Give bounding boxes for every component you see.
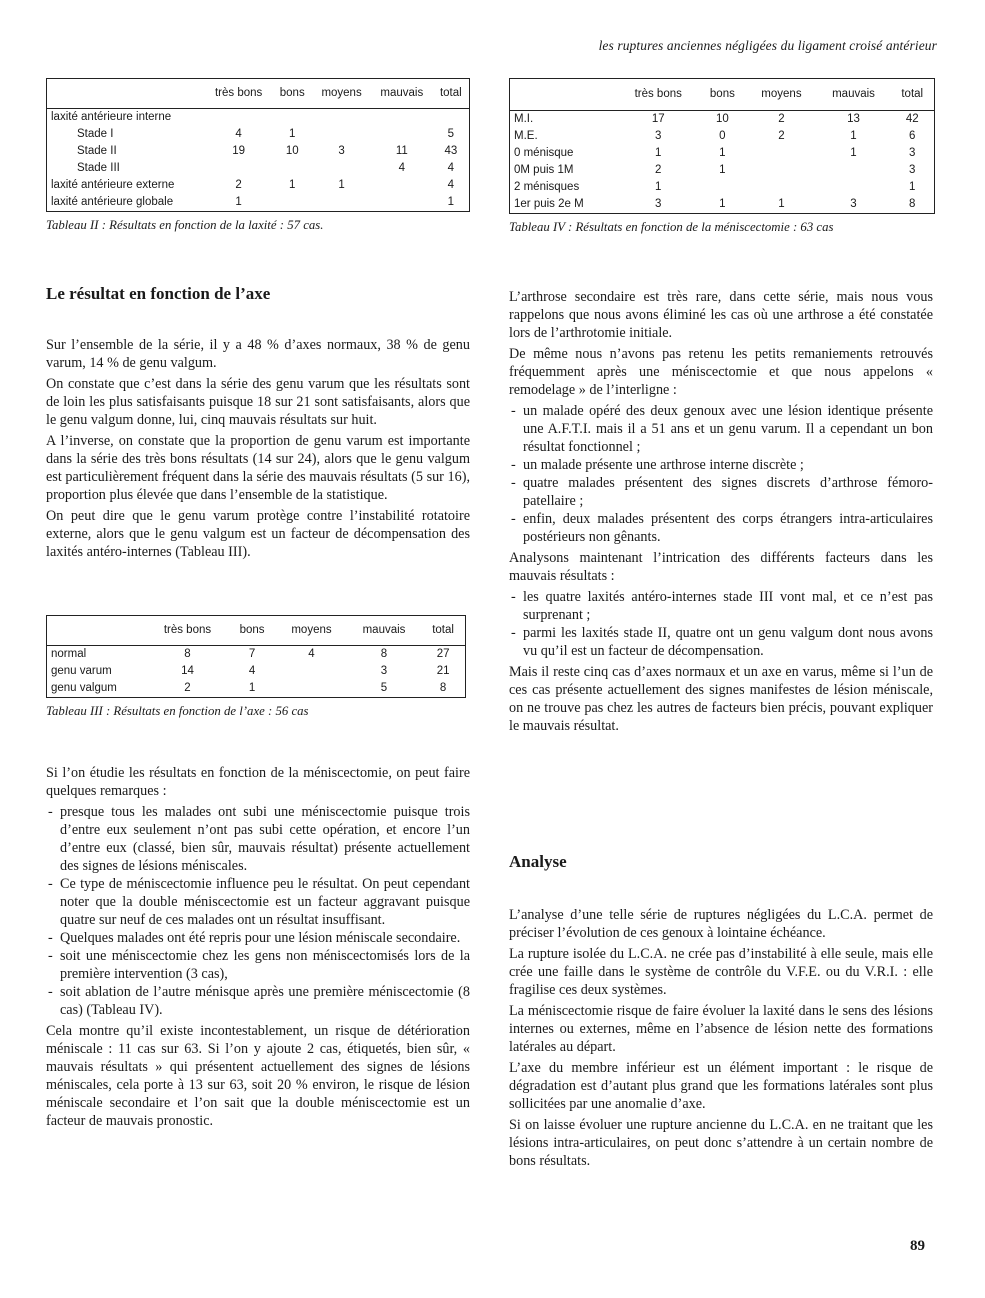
table-cell: 1 bbox=[719, 164, 726, 176]
paragraph: A l’inverse, on constate que la proportion de genu varum est importante dans la série des très bons résultats (14 sur 24), alors que le genu valgum est particulièrement fréquent dans la série des mauvais résultats (5 sur 16), proportion plus élevée que dans l’ensemble de la statistique. bbox=[46, 433, 470, 503]
table-cell bbox=[272, 109, 312, 127]
table-cell: 0 bbox=[719, 130, 726, 142]
table-iv bbox=[509, 78, 935, 214]
list-item: - un malade opéré des deux genoux avec une lésion identique présente une A.F.T.I. mais il a 51 ans et un genu varum. Il a cependant un bon résultat fonctionnel ; bbox=[509, 402, 933, 456]
col-header: moyens bbox=[291, 624, 332, 636]
table-cell: 2 bbox=[778, 113, 785, 125]
row-label: laxité antérieure externe bbox=[51, 179, 175, 191]
table-cell: 8 bbox=[380, 648, 388, 660]
row-label: 1er puis 2e M bbox=[514, 198, 584, 210]
col-header: total bbox=[432, 624, 454, 636]
list-item: - Quelques malades ont été repris pour une lésion méniscale secondaire. bbox=[46, 929, 470, 947]
col-header: bons bbox=[709, 88, 735, 100]
table-row bbox=[47, 646, 466, 664]
table-cell: 2 bbox=[184, 682, 191, 694]
table-cell: 2 bbox=[235, 179, 242, 191]
table-row bbox=[47, 143, 470, 160]
table-cell: 4 bbox=[248, 665, 256, 677]
row-label: laxité antérieure globale bbox=[51, 196, 174, 208]
row-label: genu valgum bbox=[51, 682, 117, 694]
table-cell: 3 bbox=[909, 164, 916, 176]
col-header: mauvais bbox=[832, 88, 875, 100]
table-row bbox=[47, 126, 470, 143]
table-cell bbox=[205, 160, 272, 177]
table-cell: 8 bbox=[909, 198, 916, 210]
paragraph: On peut dire que le genu varum protège contre l’instabilité rotatoire externe, alors que le genu valgum est un facteur de décompensation des laxités antéro-internes (Tableau III). bbox=[46, 508, 470, 560]
section-heading-analyse: Analyse bbox=[509, 852, 567, 871]
table-cell: 3 bbox=[655, 130, 662, 142]
table-cell bbox=[817, 179, 891, 196]
table-cell: 2 bbox=[655, 164, 662, 176]
list-item: - un malade présente une arthrose interne discrète ; bbox=[509, 456, 933, 474]
table-cell: 3 bbox=[338, 145, 345, 157]
section-heading-axe: Le résultat en fonction de l’axe bbox=[46, 284, 271, 303]
table-cell: 1 bbox=[235, 196, 242, 208]
table-cell: 42 bbox=[905, 113, 919, 125]
row-label: Stade III bbox=[77, 162, 120, 174]
table-cell bbox=[746, 179, 816, 196]
right-body bbox=[509, 288, 933, 738]
col-header: moyens bbox=[321, 87, 362, 99]
table-cell: 1 bbox=[850, 130, 857, 142]
table-iv-caption: Tableau IV : Résultats en fonction de la méniscectomie : 63 cas bbox=[509, 220, 834, 234]
table-cell: 4 bbox=[235, 128, 242, 140]
table-cell: 3 bbox=[909, 147, 916, 159]
table-cell: 21 bbox=[436, 665, 450, 677]
table-row bbox=[47, 177, 470, 194]
col-header: moyens bbox=[761, 88, 802, 100]
row-label: genu varum bbox=[51, 665, 112, 677]
table-cell: 8 bbox=[184, 648, 191, 660]
list-item: - soit ablation de l’autre ménisque après une première méniscectomie (8 cas) (Tableau IV). bbox=[46, 983, 470, 1019]
paragraph: Cela montre qu’il existe incontestablement, un risque de détérioration méniscale : 11 cas sur 63. Si l’on y ajoute 2 cas, étiquetés, bien sûr, « mauvais résultats » qui présentent actuellement des signes de lésions méniscales, cela porte à 13 sur 63, soit 20 % environ, le risque de lésion méniscale secondaire et l’on sait que la double méniscectomie est un facteur de mauvais pronostic. bbox=[46, 1023, 470, 1129]
table-iii-caption: Tableau III : Résultats en fonction de l’axe : 56 cas bbox=[46, 704, 309, 718]
table-cell: 2 bbox=[778, 130, 785, 142]
table-cell bbox=[371, 177, 433, 194]
table-row bbox=[47, 109, 470, 127]
table-cell: 1 bbox=[719, 198, 726, 210]
list-item: - parmi les laxités stade II, quatre ont un genu valgum dont nous avons vu qu’il est un facteur de décompensation. bbox=[509, 624, 933, 660]
table-cell: 43 bbox=[444, 145, 458, 157]
table-cell: 19 bbox=[232, 145, 245, 157]
table-cell: 4 bbox=[447, 162, 455, 174]
col-header: très bons bbox=[163, 624, 212, 636]
table-cell: 6 bbox=[909, 130, 916, 142]
row-label: Stade II bbox=[77, 145, 117, 157]
page-number: 89 bbox=[910, 1238, 925, 1254]
table-cell bbox=[746, 162, 816, 179]
table-cell: 1 bbox=[447, 196, 455, 208]
paragraph: Analysons maintenant l’intrication des différents facteurs dans les mauvais résultats : bbox=[509, 550, 933, 584]
table-cell bbox=[276, 663, 347, 680]
col-header: très bons bbox=[634, 88, 682, 100]
list-item: - Ce type de méniscectomie influence peu le résultat. On peut cependant noter que la double méniscectomie est un facteur aggravant puisque quatre sur neuf de ces malades ont un résultat insuffisant. bbox=[46, 875, 470, 929]
row-label: 0 ménisque bbox=[514, 147, 574, 159]
table-cell: 10 bbox=[715, 113, 729, 125]
col-header: très bons bbox=[214, 87, 263, 99]
table-cell bbox=[272, 194, 312, 212]
table-cell: 7 bbox=[248, 648, 256, 660]
running-head: les ruptures anciennes négligées du ligament croisé antérieur bbox=[598, 38, 937, 53]
table-ii-caption: Tableau II : Résultats en fonction de la laxité : 57 cas. bbox=[46, 218, 324, 232]
table-iii bbox=[46, 615, 466, 698]
table-cell: 1 bbox=[850, 147, 857, 159]
table-cell bbox=[312, 160, 371, 177]
table-cell bbox=[272, 160, 312, 177]
row-label: 2 ménisques bbox=[514, 181, 580, 193]
col-header: total bbox=[901, 88, 924, 100]
col-header: mauvais bbox=[362, 624, 406, 636]
right-column bbox=[509, 78, 933, 235]
analyse-body bbox=[509, 906, 933, 1173]
bullet-list bbox=[46, 803, 470, 1019]
table-ii bbox=[46, 78, 470, 212]
table-row bbox=[47, 663, 466, 680]
row-label: Stade I bbox=[77, 128, 114, 140]
table-cell: 27 bbox=[436, 648, 450, 660]
table-row bbox=[47, 194, 470, 212]
menisco-body bbox=[46, 764, 470, 1133]
table-cell: 5 bbox=[447, 128, 455, 140]
paragraph: Sur l’ensemble de la série, il y a 48 % d’axes normaux, 38 % de genu varum, 14 % de genu valgum. bbox=[46, 337, 470, 371]
list-item: - quatre malades présentent des signes discrets d’arthrose fémoro-patellaire ; bbox=[509, 474, 933, 510]
table-cell bbox=[312, 109, 371, 127]
paragraph: Mais il reste cinq cas d’axes normaux et un axe en varus, même si l’un de ces cas présente actuellement des signes manifestes de lésion méniscale, on ne trouve pas chez les autres de facteurs bien précis, pouvant expliquer le mauvais résultat. bbox=[509, 664, 933, 734]
table-cell bbox=[276, 680, 347, 698]
col-header: mauvais bbox=[380, 87, 424, 99]
row-label: M.I. bbox=[514, 113, 534, 125]
paragraph: L’analyse d’une telle série de ruptures négligées du L.C.A. permet de préciser l’évolution de ces genoux à lointaine échéance. bbox=[509, 907, 933, 941]
table-cell bbox=[817, 162, 891, 179]
table-cell: 3 bbox=[655, 198, 662, 210]
table-row bbox=[510, 196, 935, 214]
list-item: - enfin, deux malades présentent des corps étrangers intra-articulaires postérieurs non gênants. bbox=[509, 510, 933, 546]
table-cell: 1 bbox=[655, 147, 662, 159]
paragraph: Si on laisse évoluer une rupture ancienne du L.C.A. en ne traitant que les lésions intra-articulaires, on peut donc s’attendre à un certain nombre de bons résultats. bbox=[509, 1117, 933, 1169]
table-cell: 3 bbox=[380, 665, 388, 677]
table-cell: 1 bbox=[778, 198, 785, 210]
table-cell: 8 bbox=[439, 682, 447, 694]
table-cell: 17 bbox=[651, 113, 665, 125]
table-cell: 5 bbox=[380, 682, 388, 694]
bullet-list bbox=[509, 588, 933, 660]
table-cell bbox=[312, 126, 371, 143]
table-header-row bbox=[47, 79, 470, 109]
table-cell bbox=[371, 126, 433, 143]
table-cell: 1 bbox=[289, 128, 296, 140]
table-cell: 1 bbox=[909, 181, 916, 193]
row-label: M.E. bbox=[514, 130, 538, 142]
col-header: bons bbox=[279, 87, 305, 99]
table-cell bbox=[371, 194, 433, 212]
col-header: total bbox=[439, 87, 462, 99]
bullet-list bbox=[509, 402, 933, 546]
table-row bbox=[510, 162, 935, 179]
left-column bbox=[46, 78, 470, 233]
table-cell: 10 bbox=[285, 145, 299, 157]
table-cell: 14 bbox=[181, 665, 194, 677]
row-label: 0M puis 1M bbox=[514, 164, 574, 176]
table-cell bbox=[205, 109, 272, 127]
table-row bbox=[510, 111, 935, 129]
table-cell bbox=[371, 109, 433, 127]
table-cell: 11 bbox=[395, 145, 408, 157]
row-label: laxité antérieure interne bbox=[51, 111, 172, 123]
table-cell: 4 bbox=[308, 648, 315, 660]
table-cell: 4 bbox=[447, 179, 455, 191]
table-cell: 1 bbox=[289, 179, 296, 191]
table-row bbox=[510, 145, 935, 162]
table-cell bbox=[746, 145, 816, 162]
paragraph: L’axe du membre inférieur est un élément important : le risque de dégradation est d’autant plus grand que les formations latérales sont plus sollicitées par une anomalie d’axe. bbox=[509, 1060, 933, 1112]
table-cell: 1 bbox=[248, 682, 256, 694]
table-cell bbox=[698, 179, 746, 196]
table-cell: 1 bbox=[719, 147, 726, 159]
paragraph: On constate que c’est dans la série des genu varum que les résultats sont de loin les plus satisfaisants puisque 18 sur 21 sont satisfaisants, alors que le genu valgum donne, lui, cinq mauvais résultats sur huit. bbox=[46, 376, 470, 428]
paragraph: La méniscectomie risque de faire évoluer la laxité dans le sens des lésions internes ou externes, même en l’absence de lésion nette des formations latérales au départ. bbox=[509, 1003, 933, 1055]
col-header: bons bbox=[239, 624, 265, 636]
paragraph: L’arthrose secondaire est très rare, dans cette série, mais nous vous rappelons que nous avons éliminé les cas où une arthrose a été constatée lors de l’arthrotomie initiale. bbox=[509, 289, 933, 341]
table-row bbox=[47, 160, 470, 177]
table-row bbox=[510, 179, 935, 196]
list-item: - les quatre laxités antéro-internes stade III vont mal, et ce n’est pas surprenant ; bbox=[509, 588, 933, 624]
list-item: - presque tous les malades ont subi une méniscectomie puisque trois d’entre eux seulement n’ont pas subi cette opération, et encore l’un d’entre eux (classé, bien sûr, mauvais résultat) présente actuellement des signes de lésions méniscales. bbox=[46, 803, 470, 875]
table-cell bbox=[312, 194, 371, 212]
section-axe-body bbox=[46, 336, 470, 564]
paragraph: De même nous n’avons pas retenu les petits remaniements retrouvés fréquemment après une méniscectomie et que nous appelons « remodelage » de l’interligne : bbox=[509, 346, 933, 398]
table-row bbox=[510, 128, 935, 145]
row-label: normal bbox=[51, 648, 87, 660]
table-iii-block bbox=[46, 615, 470, 719]
table-cell: 1 bbox=[655, 181, 662, 193]
table-row bbox=[47, 680, 466, 698]
table-cell bbox=[433, 109, 470, 127]
table-cell: 1 bbox=[338, 179, 345, 191]
table-cell: 4 bbox=[398, 162, 405, 174]
list-item: - soit une méniscectomie chez les gens non méniscectomisés lors de la première intervention (3 cas), bbox=[46, 947, 470, 983]
table-cell: 13 bbox=[847, 113, 860, 125]
table-cell: 3 bbox=[850, 198, 857, 210]
paragraph: Si l’on étudie les résultats en fonction de la méniscectomie, on peut faire quelques remarques : bbox=[46, 765, 470, 799]
paragraph: La rupture isolée du L.C.A. ne crée pas d’instabilité à elle seule, mais elle crée une faille dans le système de contrôle du V.F.E. ou du V.R.I. : elle fragilise ces deux systèmes. bbox=[509, 946, 933, 998]
